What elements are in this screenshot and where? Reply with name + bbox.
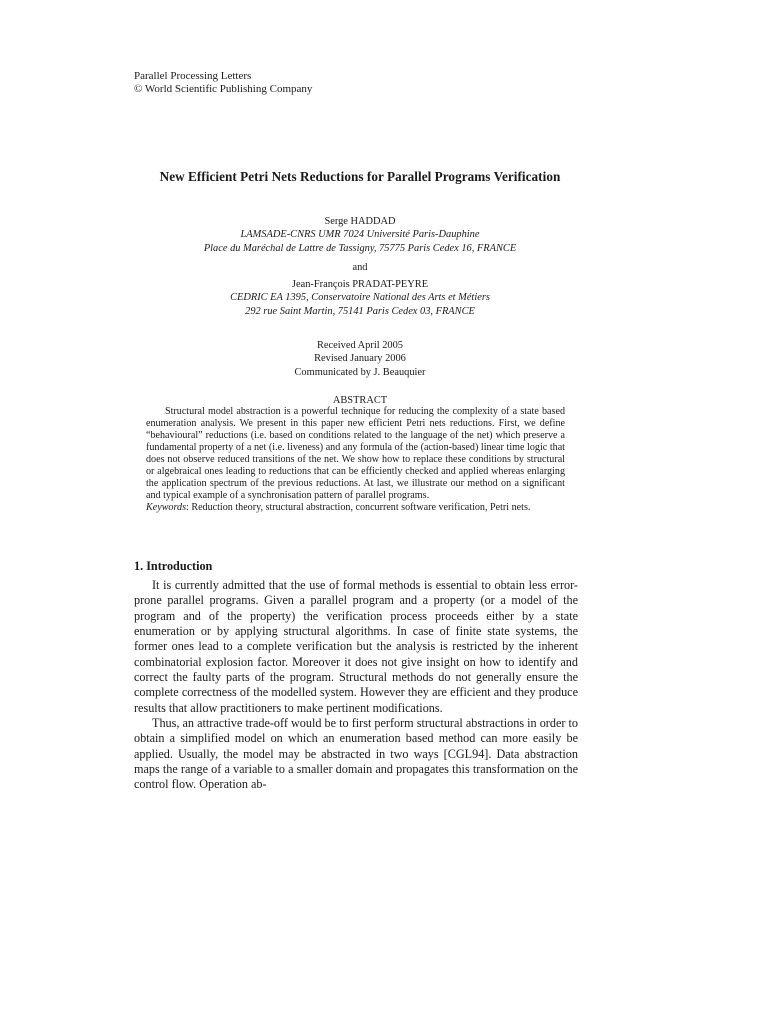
publisher-name: World Scientific Publishing Company (144, 83, 313, 95)
abstract (146, 406, 565, 514)
author-affiliation: LAMSADE-CNRS UMR 7024 Université Paris-Dauphine (240, 229, 480, 241)
keywords-text: : Reduction theory, structural abstraction, concurrent software verification, Petri nets. (186, 501, 531, 513)
journal-header (134, 70, 312, 96)
author-block (0, 215, 720, 318)
keywords (146, 502, 565, 514)
paper-title: New Efficient Petri Nets Reductions for Parallel Programs Verification (159, 169, 561, 184)
copyright-symbol: © (134, 83, 143, 95)
abstract-text: Structural model abstraction is a powerful technique for reducing the complexity of a state based enumeration analysis. We present in this paper new efficient Petri nets reductions. First, we define “behavioural” reductions (i.e. based on conditions related to the language of the net) which preserve a fundamental property of a net (i.e. liveness) and any formula of the (action-based) linear time logic that does not observe reduced transitions of the net. We show how to replace these conditions by structural or algebraical ones leading to reductions that can be efficiently checked and applied whereas enlarging the application spectrum of the previous reductions. At last, we illustrate our method on a significant and typical example of a synchronisation pattern of parallel programs. (146, 406, 565, 501)
communicated-by: Communicated by J. Beauquier (294, 366, 426, 378)
received-date: Received April 2005 (317, 340, 403, 351)
keywords-label: Keywords (146, 501, 187, 513)
paragraph: Thus, an attractive trade-off would be to first perform structural abstractions in order to obtain a simplified model on which an enumeration based method can more easily be applied. Usually, the model may be abstracted in two ways [CGL94]. Data abstraction maps the range of a variable to a smaller domain and propagates this transformation on the control flow. Operation ab- (134, 716, 578, 792)
journal-name: Parallel Processing Letters (134, 70, 252, 82)
author-affiliation: CEDRIC EA 1395, Conservatoire National des Arts et Métiers (230, 292, 490, 304)
paragraph: It is currently admitted that the use of formal methods is essential to obtain less error-prone parallel programs. Given a parallel program and a property (or a model of the program and of the property) the verification process proceeds either by a state enumeration or by applying structural algorithms. In case of finite state systems, the former ones lead to a complete verification but the analysis is restricted by the inherent combinatorial explosion factor. Moreover it does not give insight on how to identify and correct the faulty parts of the program. Structural methods do not generally ensure the complete correctness of the modelled system. However they are efficient and they produce results that allow practitioners to make pertinent modifications. (134, 578, 578, 715)
revised-date: Revised January 2006 (314, 353, 406, 365)
author-conjunction: and (352, 261, 368, 273)
author-name: Serge HADDAD (324, 216, 396, 227)
section-body (134, 578, 578, 793)
abstract-heading: ABSTRACT (332, 395, 388, 406)
author-address: 292 rue Saint Martin, 75141 Paris Cedex 03, FRANCE (245, 305, 475, 317)
author-address: Place du Maréchal de Lattre de Tassigny, 75775 Paris Cedex 16, FRANCE (203, 242, 517, 254)
author-name: Jean-François PRADAT-PEYRE (291, 279, 429, 291)
publication-history (0, 339, 720, 379)
publisher-line (134, 83, 312, 96)
section-heading: 1. Introduction (134, 559, 213, 573)
